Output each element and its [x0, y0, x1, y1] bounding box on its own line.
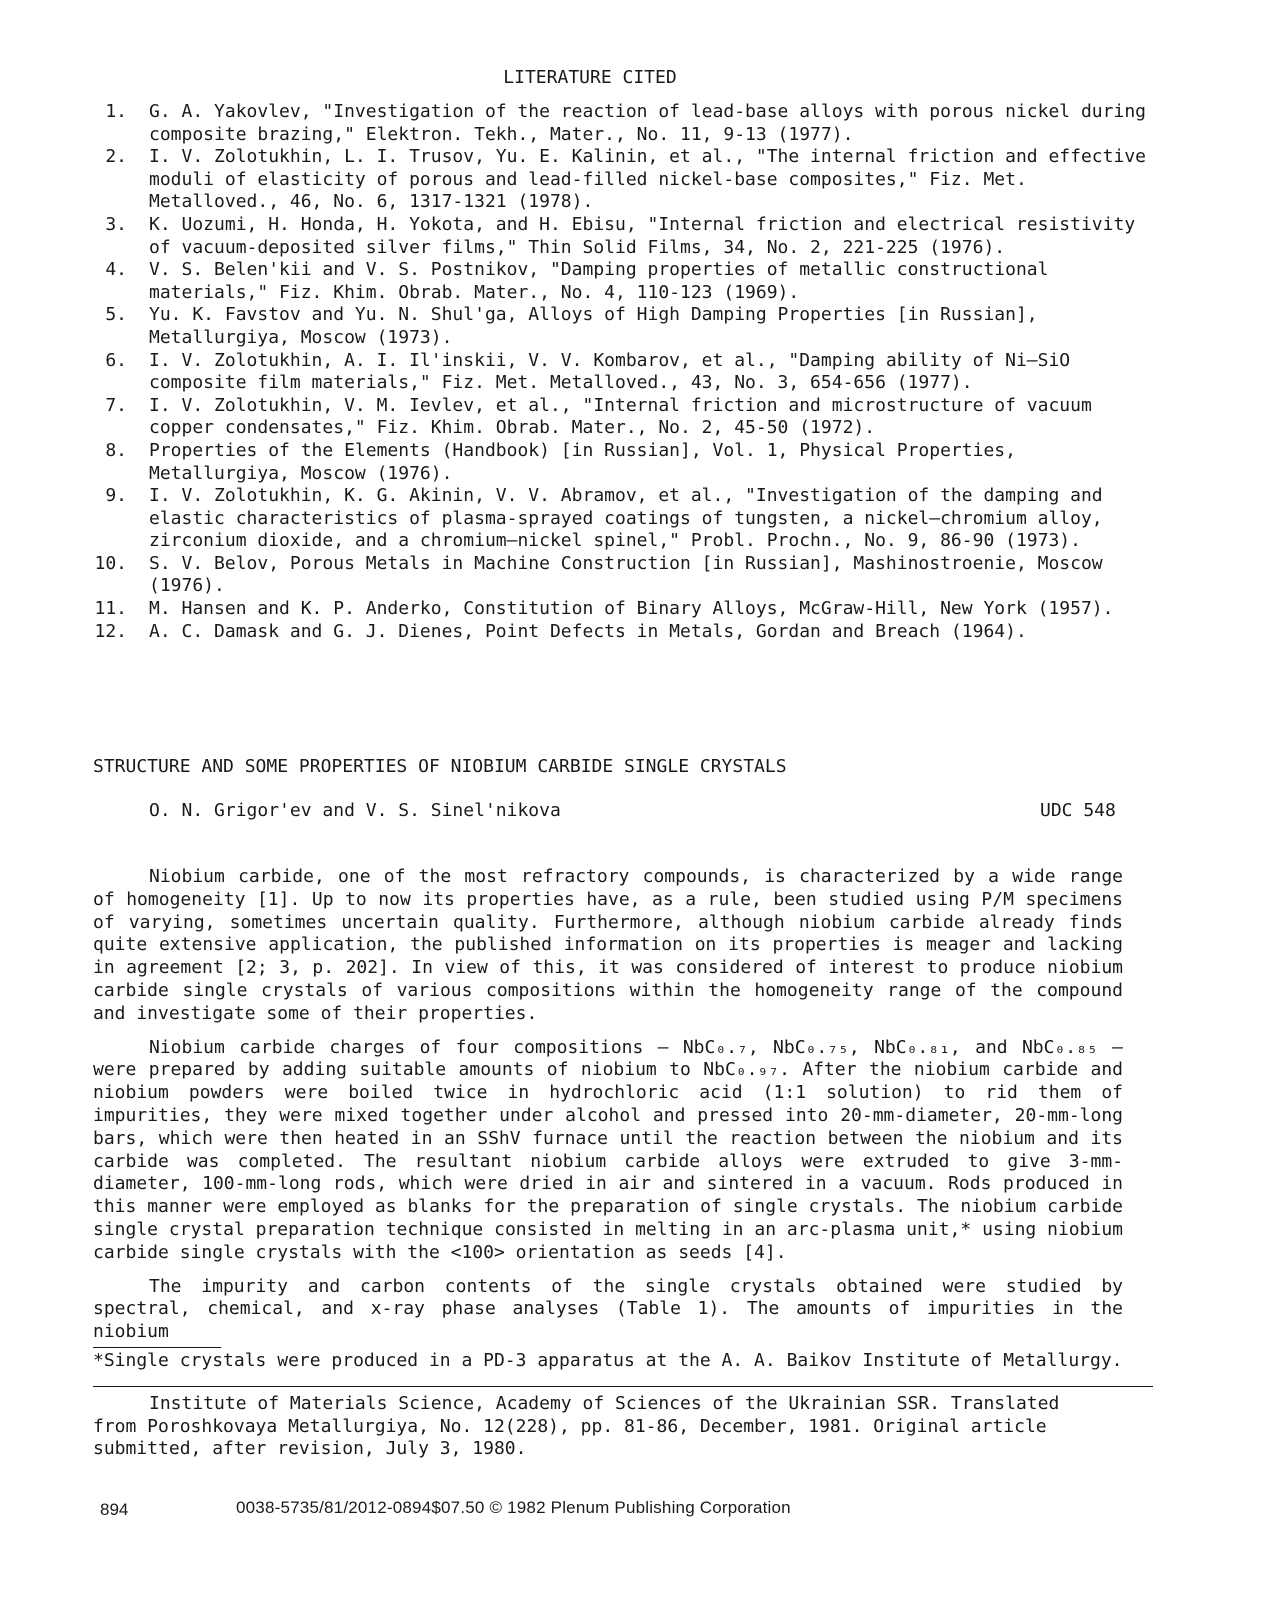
literature-cited-heading: LITERATURE CITED: [503, 67, 677, 88]
reference-text: I. V. Zolotukhin, V. M. Ievlev, et al., "Internal friction and microstructure of vacuum copper condensates," Fiz. Khim. Obrab. Mater., No. 2, 45-50 (1972).: [149, 394, 1092, 439]
affiliation-note: Institute of Materials Science, Academy of Sciences of the Ukrainian SSR. Translated from Poroshkovaya Metallurgiya, No. 12(228), pp. 81-86, December, 1981. Original article submitted, after revision, July 3, 1980.: [93, 1393, 1060, 1460]
reference-item: [93, 553, 1153, 598]
footnote-separator: [93, 1347, 221, 1348]
body-paragraph: The impurity and carbon contents of the single crystals obtained were studied by spectral, chemical, and x-ray phase analyses (Table 1). The amounts of impurities in the niobium: [93, 1275, 1123, 1343]
reference-item: [93, 598, 1153, 621]
reference-number: 1.: [105, 101, 127, 122]
reference-text: G. A. Yakovlev, "Investigation of the reaction of lead-base alloys with porous nickel during composite brazing," Elektron. Tekh., Mater., No. 11, 9-13 (1977).: [149, 101, 1146, 145]
reference-item: [93, 621, 1153, 644]
body-paragraph: Niobium carbide, one of the most refractory compounds, is characterized by a wide range of homogeneity [1]. Up to now its properties have, as a rule, been studied using P/M specimens of varying, sometimes uncertain quality. Furthermore, although niobium carbide already finds quite extensive application, the published information on its properties is meager and lacking in agreement [2; 3, p. 202]. In view of this, it was considered of interest to produce niobium carbide single crystals of various compositions within the homogeneity range of the compound and investigate some of their properties.: [93, 866, 1123, 1024]
reference-number: 10.: [94, 552, 127, 574]
reference-text: S. V. Belov, Porous Metals in Machine Construction [in Russian], Mashinostroenie, Moscow (1976).: [149, 552, 1103, 597]
reference-text: Properties of the Elements (Handbook) [in Russian], Vol. 1, Physical Properties, Metallurgiya, Moscow (1976).: [149, 439, 1016, 484]
body-paragraph: Niobium carbide charges of four compositions — NbC₀.₇, NbC₀.₇₅, NbC₀.₈₁, and NbC₀.₈₅ — were prepared by adding suitable amounts of niobium to NbC₀.₉₇. After the niobium carbide and niobium powders were boiled twice in hydrochloric acid (1:1 solution) to rid them of impurities, they were mixed together under alcohol and pressed into 20-mm-diameter, 20-mm-long bars, which were then heated in an SShV furnace until the reaction between the niobium and its carbide was completed. The resultant niobium carbide alloys were extruded to give 3-mm-diameter, 100-mm-long rods, which were dried in air and sintered in a vacuum. Rods produced in this manner were employed as blanks for the preparation of single crystals. The niobium carbide single crystal preparation technique consisted in melting in an arc-plasma unit,* using niobium carbide single crystals with the <100> orientation as seeds [4].: [93, 1036, 1123, 1263]
reference-number: 3.: [105, 213, 127, 235]
reference-text: K. Uozumi, H. Honda, H. Yokota, and H. Ebisu, "Internal friction and electrical resistivity of vacuum-deposited silver films," Thin Solid Films, 34, No. 2, 221-225 (1976).: [149, 213, 1136, 258]
reference-number: 12.: [94, 620, 127, 642]
reference-text: V. S. Belen'kii and V. S. Postnikov, "Damping properties of metallic constructional materials," Fiz. Khim. Obrab. Mater., No. 4, 110-123 (1969).: [149, 259, 1049, 303]
reference-text: Yu. K. Favstov and Yu. N. Shul'ga, Alloys of High Damping Properties [in Russian], Metallurgiya, Moscow (1973).: [149, 304, 1038, 348]
reference-number: 4.: [105, 259, 127, 281]
article-authors: O. N. Grigor'ev and V. S. Sinel'nikova: [149, 800, 561, 821]
reference-item: [93, 259, 1153, 304]
reference-text: I. V. Zolotukhin, A. I. Il'inskii, V. V. Kombarov, et al., "Damping ability of Ni—SiO composite film materials," Fiz. Met. Metalloved., 43, No. 3, 654-656 (1977).: [149, 349, 1071, 394]
reference-number: 7.: [105, 394, 127, 416]
reference-item: [93, 146, 1153, 214]
reference-item: [93, 440, 1153, 485]
reference-number: 6.: [105, 349, 127, 371]
reference-number: 11.: [94, 598, 127, 620]
reference-number: 2.: [105, 146, 127, 168]
reference-item: [93, 214, 1153, 259]
article-title: STRUCTURE AND SOME PROPERTIES OF NIOBIUM CARBIDE SINGLE CRYSTALS: [93, 756, 787, 777]
reference-item: [93, 485, 1153, 553]
reference-text: M. Hansen and K. P. Anderko, Constitution of Binary Alloys, McGraw-Hill, New York (1957).: [149, 598, 1114, 620]
reference-item: [93, 304, 1153, 349]
reference-list: [93, 101, 1153, 643]
article-body: [93, 866, 1123, 1355]
reference-text: A. C. Damask and G. J. Dienes, Point Defects in Metals, Gordan and Breach (1964).: [149, 620, 1027, 642]
reference-text: I. V. Zolotukhin, K. G. Akinin, V. V. Abramov, et al., "Investigation of the damping and elastic characteristics of plasma-sprayed coatings of tungsten, a nickel—chromium alloy, zirconium dioxide, and a chromium—nickel spinel," Probl. Prochn., No. 9, 86-90 (1973).: [149, 485, 1103, 552]
udc-code: UDC 548: [1040, 800, 1116, 821]
reference-item: [93, 101, 1153, 146]
affiliation-separator: [93, 1386, 1153, 1387]
reference-item: [93, 395, 1153, 440]
reference-number: 5.: [105, 304, 127, 326]
page-number: 894: [100, 1500, 129, 1519]
footnote: *Single crystals were produced in a PD-3 apparatus at the A. A. Baikov Institute of Metallurgy.: [93, 1350, 1123, 1371]
publication-code: 0038-5735/81/2012-0894$07.50 © 1982 Plenum Publishing Corporation: [236, 1498, 791, 1517]
reference-text: I. V. Zolotukhin, L. I. Trusov, Yu. E. Kalinin, et al., "The internal friction and effective moduli of elasticity of porous and lead-filled nickel-base composites," Fiz. Met. Metalloved., 46, No. 6, 1317-1321 (1978).: [149, 146, 1146, 213]
reference-number: 9.: [105, 485, 127, 507]
reference-number: 8.: [105, 439, 127, 461]
reference-item: [93, 350, 1153, 395]
